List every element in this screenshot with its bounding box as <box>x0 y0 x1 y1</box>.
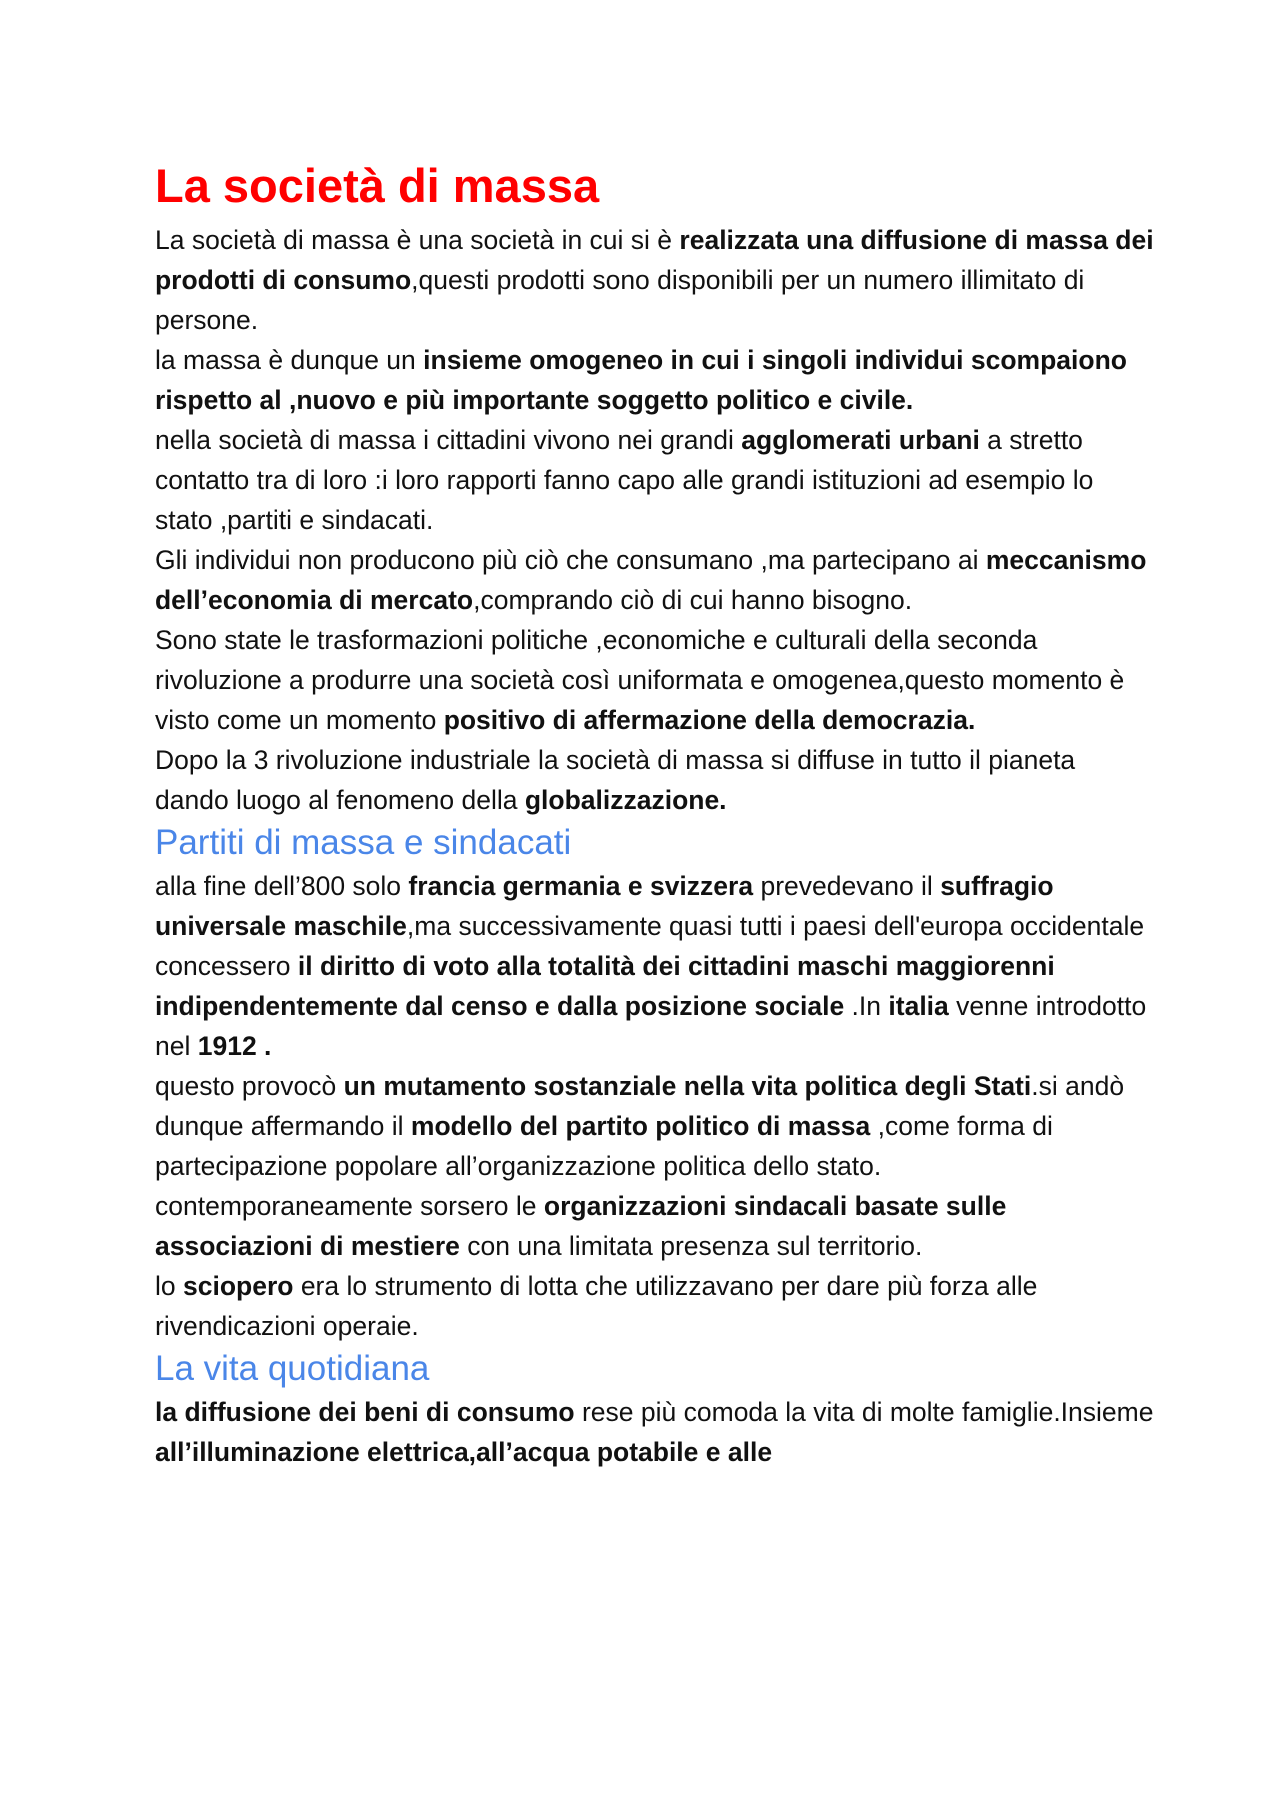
bold-text: modello del partito politico di massa <box>410 1111 871 1141</box>
text-run: ,come forma di partecipazione popolare all’organizzazione politica dello stato. <box>155 1111 1053 1181</box>
document-page <box>155 158 1155 1472</box>
paragraph <box>155 1392 1155 1472</box>
text-run: Dopo la 3 rivoluzione industriale la società di massa si diffuse in tutto il pianeta dando luogo al fenomeno della <box>155 745 1076 815</box>
text-run: prevedevano il <box>753 871 941 901</box>
paragraph <box>155 740 1155 820</box>
section-heading: Partiti di massa e sindacati <box>155 823 572 862</box>
text-run: ,questi prodotti sono disponibili per un numero illimitato di persone. <box>155 265 1085 335</box>
paragraph <box>155 540 1155 620</box>
text-run: contemporaneamente sorsero le <box>155 1191 544 1221</box>
bold-text: suffragio universale maschile <box>155 871 1054 941</box>
text-run: era lo strumento di lotta che utilizzavano per dare più forza alle rivendicazioni operaie. <box>155 1271 1038 1341</box>
text-run: Gli individui non producono più ciò che consumano ,ma partecipano ai <box>155 545 986 575</box>
bold-text: 1912 . <box>197 1031 272 1061</box>
paragraph <box>155 1266 1155 1346</box>
bold-text: francia germania e svizzera <box>408 871 754 901</box>
bold-text: italia <box>888 991 949 1021</box>
text-run: .si andò dunque affermando il <box>155 1071 1125 1141</box>
bold-text: agglomerati urbani <box>741 425 980 455</box>
bold-text: la diffusione dei beni di consumo <box>155 1397 575 1427</box>
text-run: ,ma successivamente quasi tutti i paesi dell'europa occidentale concessero <box>155 911 1145 981</box>
bold-text: globalizzazione. <box>524 785 727 815</box>
bold-text: insieme omogeneo in cui i singoli individui scompaiono rispetto al ,nuovo e più importante soggetto politico e civile. <box>155 345 1127 415</box>
bold-text: meccanismo dell’economia di mercato <box>155 545 1147 615</box>
text-run: .In <box>844 991 889 1021</box>
bold-text: positivo di affermazione della democrazia. <box>443 705 976 735</box>
paragraph <box>155 866 1155 1066</box>
bold-text: all’illuminazione elettrica,all’acqua potabile e alle <box>155 1437 773 1467</box>
text-run: venne introdotto nel <box>155 991 1147 1061</box>
paragraph <box>155 1066 1155 1186</box>
paragraph <box>155 220 1155 340</box>
text-run: con una limitata presenza sul territorio. <box>459 1231 923 1261</box>
paragraph <box>155 340 1155 420</box>
paragraph <box>155 1186 1155 1266</box>
paragraph <box>155 420 1155 540</box>
text-run: Sono state le trasformazioni politiche ,economiche e culturali della seconda rivoluzione a produrre una società così uniformata e omogenea,questo momento è visto come un momento <box>155 625 1125 735</box>
bold-text: organizzazioni sindacali basate sulle associazioni di mestiere <box>155 1191 1007 1261</box>
text-run: a stretto contatto tra di loro :i loro rapporti fanno capo alle grandi istituzioni ad esempio lo stato ,partiti e sindacati. <box>155 425 1094 535</box>
text-run: alla fine dell’800 solo <box>155 871 409 901</box>
bold-text: realizzata una diffusione di massa dei prodotti di consumo <box>155 225 1154 295</box>
text-run: ,comprando ciò di cui hanno bisogno. <box>473 585 913 615</box>
text-run: nella società di massa i cittadini vivono nei grandi <box>155 425 742 455</box>
section-heading: La vita quotidiana <box>155 1349 430 1388</box>
bold-text: sciopero <box>183 1271 294 1301</box>
document-body <box>155 220 1155 1472</box>
document-title: La società di massa <box>155 159 600 212</box>
text-run: questo provocò <box>155 1071 344 1101</box>
text-run: La società di massa è una società in cui si è <box>155 225 680 255</box>
bold-text: il diritto di voto alla totalità dei cittadini maschi maggiorenni indipendentemente dal censo e dalla posizione sociale <box>155 951 1055 1021</box>
text-run: rese più comoda la vita di molte famiglie.Insieme <box>574 1397 1154 1427</box>
text-run: la massa è dunque un <box>155 345 424 375</box>
text-run: lo <box>155 1271 183 1301</box>
paragraph <box>155 620 1155 740</box>
bold-text: un mutamento sostanziale nella vita politica degli Stati <box>343 1071 1032 1101</box>
